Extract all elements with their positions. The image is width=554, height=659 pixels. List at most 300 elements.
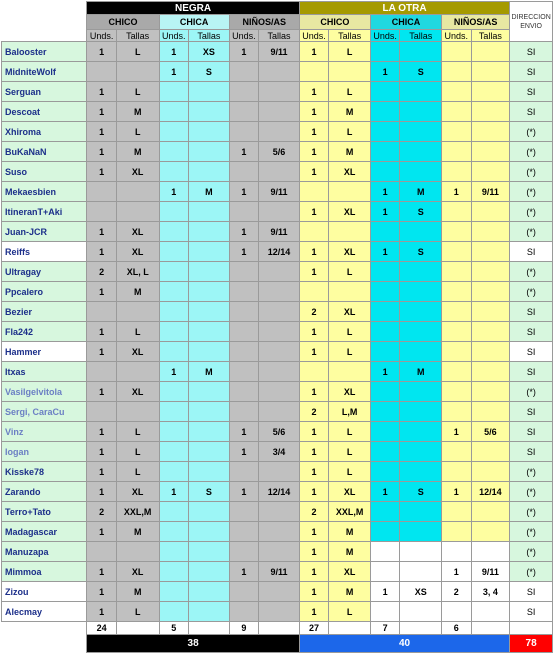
cell-o_nin_u (442, 62, 471, 82)
cell-n_nin_t: 9/11 (259, 42, 300, 62)
cell-o_chico_t (329, 62, 371, 82)
sum-otra: 40 (299, 635, 509, 653)
cell-n_chico_t: L (116, 322, 159, 342)
cell-o_chica_u (370, 162, 399, 182)
cell-n_chico_u: 1 (87, 342, 116, 362)
cell-n_chico_t: XL (116, 242, 159, 262)
table-row (2, 522, 553, 542)
cell-o_nin_u (442, 102, 471, 122)
cell-n_chica_u (159, 202, 188, 222)
cell-o_chica_t (400, 502, 442, 522)
cell-n_nin_u (229, 522, 258, 542)
cell-o_chico_t: M (329, 102, 371, 122)
cell-n_nin_u: 1 (229, 482, 258, 502)
cell-n_nin_t: 9/11 (259, 562, 300, 582)
cell-o_nin_t: 9/11 (471, 562, 510, 582)
cell-o_chico_u: 1 (299, 322, 328, 342)
cell-o_nin_u: 1 (442, 422, 471, 442)
cell-n_chica_u: 1 (159, 182, 188, 202)
table-row (2, 482, 553, 502)
cell-n_chico_t: XXL,M (116, 502, 159, 522)
cell-o_nin_t: 3, 4 (471, 582, 510, 602)
cell-n_chica_u: 1 (159, 62, 188, 82)
cell-n_chico_u: 1 (87, 102, 116, 122)
cell-o_chica_u: 1 (370, 62, 399, 82)
col-tallas: Tallas (259, 30, 300, 42)
negra-ninos-header: NIÑOS/AS (229, 15, 299, 30)
cell-n_chico_t: XL (116, 162, 159, 182)
cell-n_chico_u: 1 (87, 522, 116, 542)
table-row (2, 342, 553, 362)
cell-n_chica_t (189, 422, 230, 442)
cell-o_chica_u: 1 (370, 482, 399, 502)
cell-direccion: SI (510, 242, 553, 262)
cell-o_chica_u (370, 542, 399, 562)
sum-negra: 38 (87, 635, 299, 653)
cell-o_nin_u (442, 282, 471, 302)
cell-n_nin_u (229, 502, 258, 522)
cell-direccion: SI (510, 422, 553, 442)
col-tallas: Tallas (471, 30, 510, 42)
cell-n_chica_u: 1 (159, 482, 188, 502)
cell-o_chica_t (400, 382, 442, 402)
cell-o_chico_u: 1 (299, 122, 328, 142)
cell-o_chico_t: XL (329, 242, 371, 262)
cell-o_nin_u (442, 342, 471, 362)
cell-n_nin_u: 1 (229, 182, 258, 202)
cell-o_chico_t: XL (329, 482, 371, 502)
cell-o_nin_u (442, 602, 471, 622)
cell-n_nin_t: 5/6 (259, 142, 300, 162)
cell-n_chica_t (189, 162, 230, 182)
cell-n_chico_t: L (116, 442, 159, 462)
cell-direccion: SI (510, 602, 553, 622)
total-otra-ninos: 6 (442, 622, 471, 635)
col-unds: Unds. (442, 30, 471, 42)
cell-o_chico_t: L (329, 462, 371, 482)
cell-o_nin_u (442, 322, 471, 342)
row-name: Mimmoa (2, 562, 87, 582)
row-name: BuKaNaN (2, 142, 87, 162)
row-name: Descoat (2, 102, 87, 122)
cell-o_nin_u (442, 402, 471, 422)
cell-o_nin_t (471, 322, 510, 342)
row-name: Ppcalero (2, 282, 87, 302)
cell-n_chico_t (116, 362, 159, 382)
cell-n_chico_u: 2 (87, 262, 116, 282)
cell-o_chico_t: L (329, 262, 371, 282)
group-negra: NEGRA (87, 2, 299, 15)
cell-o_nin_t: 12/14 (471, 482, 510, 502)
cell-o_chica_u (370, 322, 399, 342)
cell-n_chico_u (87, 202, 116, 222)
cell-o_nin_u (442, 82, 471, 102)
table-row (2, 562, 553, 582)
otra-chico-header: CHICO (299, 15, 370, 30)
cell-direccion: (*) (510, 142, 553, 162)
cell-o_nin_u (442, 262, 471, 282)
group-la-otra: LA OTRA (299, 2, 509, 15)
negra-chica-header: CHICA (159, 15, 229, 30)
cell-n_nin_u (229, 542, 258, 562)
cell-n_chico_u: 1 (87, 222, 116, 242)
category-header-row (2, 15, 553, 30)
cell-o_chica_u (370, 222, 399, 242)
cell-o_nin_t (471, 382, 510, 402)
cell-n_nin_t (259, 162, 300, 182)
cell-n_chica_t (189, 402, 230, 422)
cell-o_chico_t: XXL,M (329, 502, 371, 522)
row-name: Itxas (2, 362, 87, 382)
cell-n_nin_u: 1 (229, 442, 258, 462)
cell-n_chica_t (189, 582, 230, 602)
cell-n_nin_u (229, 102, 258, 122)
cell-n_chica_t (189, 442, 230, 462)
cell-n_chica_u (159, 282, 188, 302)
cell-n_chica_t (189, 242, 230, 262)
cell-o_chica_u (370, 262, 399, 282)
cell-o_chico_u: 1 (299, 162, 328, 182)
cell-direccion: (*) (510, 182, 553, 202)
cell-n_chico_u: 1 (87, 422, 116, 442)
cell-o_chica_t (400, 222, 442, 242)
cell-n_chico_u (87, 402, 116, 422)
cell-n_nin_u (229, 462, 258, 482)
cell-o_nin_t (471, 282, 510, 302)
cell-n_chico_u: 1 (87, 82, 116, 102)
cell-o_nin_u (442, 42, 471, 62)
cell-o_chica_u (370, 602, 399, 622)
cell-n_chica_u (159, 302, 188, 322)
cell-o_chica_u (370, 282, 399, 302)
cell-o_chico_u: 1 (299, 82, 328, 102)
cell-o_nin_u (442, 442, 471, 462)
cell-n_nin_u: 1 (229, 422, 258, 442)
cell-o_chico_t: M (329, 582, 371, 602)
cell-direccion: SI (510, 362, 553, 382)
table-row (2, 502, 553, 522)
cell-n_chico_u: 1 (87, 562, 116, 582)
cell-o_chico_u: 1 (299, 202, 328, 222)
cell-o_nin_u (442, 162, 471, 182)
cell-n_chica_u (159, 142, 188, 162)
row-name: Juan-JCR (2, 222, 87, 242)
cell-o_chico_u: 1 (299, 462, 328, 482)
table-row (2, 602, 553, 622)
cell-n_chico_t: M (116, 282, 159, 302)
cell-n_chico_t (116, 402, 159, 422)
table-row (2, 422, 553, 442)
total-negra-chica: 5 (159, 622, 188, 635)
cell-n_chico_u (87, 362, 116, 382)
cell-o_chico_t: M (329, 542, 371, 562)
cell-o_chico_t: XL (329, 562, 371, 582)
orders-table (1, 1, 553, 653)
cell-o_nin_t (471, 442, 510, 462)
cell-n_chico_t (116, 302, 159, 322)
cell-n_chico_u (87, 62, 116, 82)
row-name: Sergi, CaraCu (2, 402, 87, 422)
cell-o_chico_t: L (329, 122, 371, 142)
cell-n_nin_u: 1 (229, 142, 258, 162)
cell-n_nin_t (259, 522, 300, 542)
cell-n_chica_u (159, 322, 188, 342)
row-name: MidniteWolf (2, 62, 87, 82)
cell-o_chica_t (400, 262, 442, 282)
sum-total: 78 (510, 635, 553, 653)
cell-n_chico_t: XL (116, 382, 159, 402)
cell-o_chico_t (329, 362, 371, 382)
row-name: Zarando (2, 482, 87, 502)
cell-o_chica_t (400, 542, 442, 562)
subheader-row (2, 30, 553, 42)
cell-o_chico_u: 1 (299, 602, 328, 622)
cell-n_nin_t: 3/4 (259, 442, 300, 462)
cell-direccion: (*) (510, 482, 553, 502)
cell-n_nin_t: 5/6 (259, 422, 300, 442)
cell-direccion: SI (510, 102, 553, 122)
table-body (2, 42, 553, 622)
cell-o_nin_t (471, 502, 510, 522)
cell-o_chico_t: XL (329, 302, 371, 322)
cell-o_chica_u (370, 342, 399, 362)
cell-o_chico_u: 1 (299, 482, 328, 502)
table-row (2, 162, 553, 182)
cell-direccion: (*) (510, 382, 553, 402)
group-header-row (2, 2, 553, 15)
cell-o_nin_u (442, 362, 471, 382)
cell-o_chico_t: L (329, 422, 371, 442)
table-row (2, 582, 553, 602)
cell-n_chica_t (189, 82, 230, 102)
cell-o_nin_t (471, 342, 510, 362)
totals-row (2, 622, 553, 635)
cell-n_nin_u: 1 (229, 42, 258, 62)
cell-o_chico_t: M (329, 522, 371, 542)
cell-n_chico_t: L (116, 602, 159, 622)
cell-n_nin_t (259, 82, 300, 102)
cell-direccion: (*) (510, 502, 553, 522)
cell-o_chico_u: 2 (299, 502, 328, 522)
total-negra-ninos: 9 (229, 622, 258, 635)
row-name: Bezier (2, 302, 87, 322)
cell-n_chica_t: XS (189, 42, 230, 62)
cell-n_chica_t (189, 562, 230, 582)
cell-o_nin_t (471, 302, 510, 322)
cell-n_chico_u (87, 542, 116, 562)
col-tallas: Tallas (116, 30, 159, 42)
cell-o_nin_u (442, 522, 471, 542)
cell-o_chico_t: M (329, 142, 371, 162)
row-name: Vinz (2, 422, 87, 442)
cell-n_chico_u: 1 (87, 602, 116, 622)
col-unds: Unds. (299, 30, 328, 42)
cell-n_nin_u (229, 402, 258, 422)
cell-o_chica_t: M (400, 182, 442, 202)
cell-o_chica_t (400, 342, 442, 362)
cell-n_chica_u (159, 102, 188, 122)
cell-o_nin_u (442, 202, 471, 222)
cell-direccion: (*) (510, 122, 553, 142)
cell-n_nin_t (259, 302, 300, 322)
cell-n_chico_t: XL (116, 562, 159, 582)
cell-o_nin_u (442, 242, 471, 262)
cell-n_chica_u (159, 262, 188, 282)
cell-n_chica_t (189, 262, 230, 282)
cell-o_nin_t (471, 82, 510, 102)
row-name: Manuzapa (2, 542, 87, 562)
cell-n_chica_t (189, 142, 230, 162)
cell-n_nin_u (229, 302, 258, 322)
cell-o_chica_u: 1 (370, 242, 399, 262)
cell-o_chico_u: 1 (299, 242, 328, 262)
cell-n_chica_t: S (189, 482, 230, 502)
cell-n_chico_t: XL, L (116, 262, 159, 282)
cell-o_chico_u: 2 (299, 302, 328, 322)
cell-n_chico_u: 1 (87, 442, 116, 462)
cell-n_chica_t (189, 382, 230, 402)
cell-n_chica_t (189, 502, 230, 522)
table-row (2, 302, 553, 322)
otra-chica-header: CHICA (370, 15, 441, 30)
cell-n_chico_t: L (116, 422, 159, 442)
cell-direccion: (*) (510, 262, 553, 282)
cell-o_chico_t (329, 182, 371, 202)
table-row (2, 222, 553, 242)
cell-o_nin_t (471, 142, 510, 162)
row-name: ItineranT+Aki (2, 202, 87, 222)
cell-o_chico_u (299, 62, 328, 82)
cell-o_chico_u: 1 (299, 562, 328, 582)
row-name: Balooster (2, 42, 87, 62)
cell-n_chica_u (159, 542, 188, 562)
cell-o_chica_t: XS (400, 582, 442, 602)
table-row (2, 402, 553, 422)
cell-n_nin_t (259, 382, 300, 402)
cell-o_nin_t (471, 122, 510, 142)
cell-o_nin_u (442, 502, 471, 522)
cell-o_chico_u (299, 362, 328, 382)
cell-o_nin_t (471, 522, 510, 542)
cell-direccion: SI (510, 342, 553, 362)
cell-n_chica_u (159, 502, 188, 522)
cell-n_chica_t (189, 202, 230, 222)
cell-o_chica_t (400, 422, 442, 442)
cell-o_chica_t: S (400, 62, 442, 82)
cell-n_chico_u: 1 (87, 42, 116, 62)
cell-o_chica_u (370, 562, 399, 582)
cell-n_chico_t: M (116, 582, 159, 602)
cell-n_chica_t (189, 122, 230, 142)
total-negra-chico: 24 (87, 622, 116, 635)
row-name: Alecmay (2, 602, 87, 622)
cell-n_nin_u (229, 162, 258, 182)
cell-o_nin_u (442, 142, 471, 162)
cell-o_chico_u: 1 (299, 42, 328, 62)
cell-o_chica_u (370, 82, 399, 102)
cell-o_nin_u: 2 (442, 582, 471, 602)
cell-n_nin_u (229, 602, 258, 622)
cell-o_chica_u: 1 (370, 202, 399, 222)
cell-o_chica_t (400, 122, 442, 142)
cell-o_chica_u: 1 (370, 362, 399, 382)
cell-n_nin_u (229, 362, 258, 382)
cell-n_chico_t: L (116, 82, 159, 102)
cell-n_chica_t (189, 102, 230, 122)
cell-n_nin_u (229, 382, 258, 402)
cell-o_chico_u: 1 (299, 142, 328, 162)
cell-o_chico_u: 1 (299, 582, 328, 602)
cell-n_chica_u (159, 222, 188, 242)
cell-o_nin_t (471, 602, 510, 622)
table-row (2, 142, 553, 162)
row-name: Xhiroma (2, 122, 87, 142)
cell-o_nin_t: 9/11 (471, 182, 510, 202)
cell-o_nin_t (471, 162, 510, 182)
cell-n_chico_t: L (116, 462, 159, 482)
cell-o_chico_t: L (329, 442, 371, 462)
cell-o_chica_t (400, 462, 442, 482)
cell-o_nin_t (471, 262, 510, 282)
cell-o_chico_t (329, 282, 371, 302)
row-name: Zizou (2, 582, 87, 602)
cell-n_chico_u: 1 (87, 582, 116, 602)
total-otra-chico: 27 (299, 622, 328, 635)
cell-n_chica_t (189, 282, 230, 302)
cell-n_nin_u: 1 (229, 222, 258, 242)
cell-n_chica_u (159, 602, 188, 622)
cell-direccion: SI (510, 442, 553, 462)
cell-o_nin_t (471, 42, 510, 62)
col-tallas: Tallas (400, 30, 442, 42)
cell-n_nin_u (229, 282, 258, 302)
row-name: Hammer (2, 342, 87, 362)
cell-o_chico_t: L (329, 342, 371, 362)
cell-n_chica_u (159, 342, 188, 362)
cell-direccion: (*) (510, 282, 553, 302)
row-name: Fla242 (2, 322, 87, 342)
cell-direccion: SI (510, 582, 553, 602)
cell-n_chica_u (159, 382, 188, 402)
cell-n_chica_u: 1 (159, 42, 188, 62)
cell-o_nin_u: 1 (442, 482, 471, 502)
cell-direccion: SI (510, 302, 553, 322)
cell-o_chico_u: 1 (299, 342, 328, 362)
cell-n_nin_t (259, 542, 300, 562)
cell-o_chico_u: 1 (299, 442, 328, 462)
cell-n_nin_u (229, 202, 258, 222)
cell-o_chica_u (370, 522, 399, 542)
cell-n_nin_t (259, 362, 300, 382)
cell-o_nin_u (442, 302, 471, 322)
cell-n_chico_t (116, 202, 159, 222)
cell-n_chico_t: XL (116, 342, 159, 362)
cell-o_nin_t (471, 462, 510, 482)
cell-o_chica_t (400, 42, 442, 62)
cell-n_chico_u: 1 (87, 482, 116, 502)
cell-n_chica_u (159, 242, 188, 262)
cell-direccion: (*) (510, 222, 553, 242)
cell-direccion: SI (510, 322, 553, 342)
cell-o_nin_t (471, 62, 510, 82)
sums-row (2, 635, 553, 653)
cell-direccion: SI (510, 402, 553, 422)
cell-o_nin_t (471, 362, 510, 382)
cell-o_chica_t (400, 522, 442, 542)
negra-chico-header: CHICO (87, 15, 159, 30)
cell-o_nin_u (442, 122, 471, 142)
cell-o_chico_t: L (329, 42, 371, 62)
